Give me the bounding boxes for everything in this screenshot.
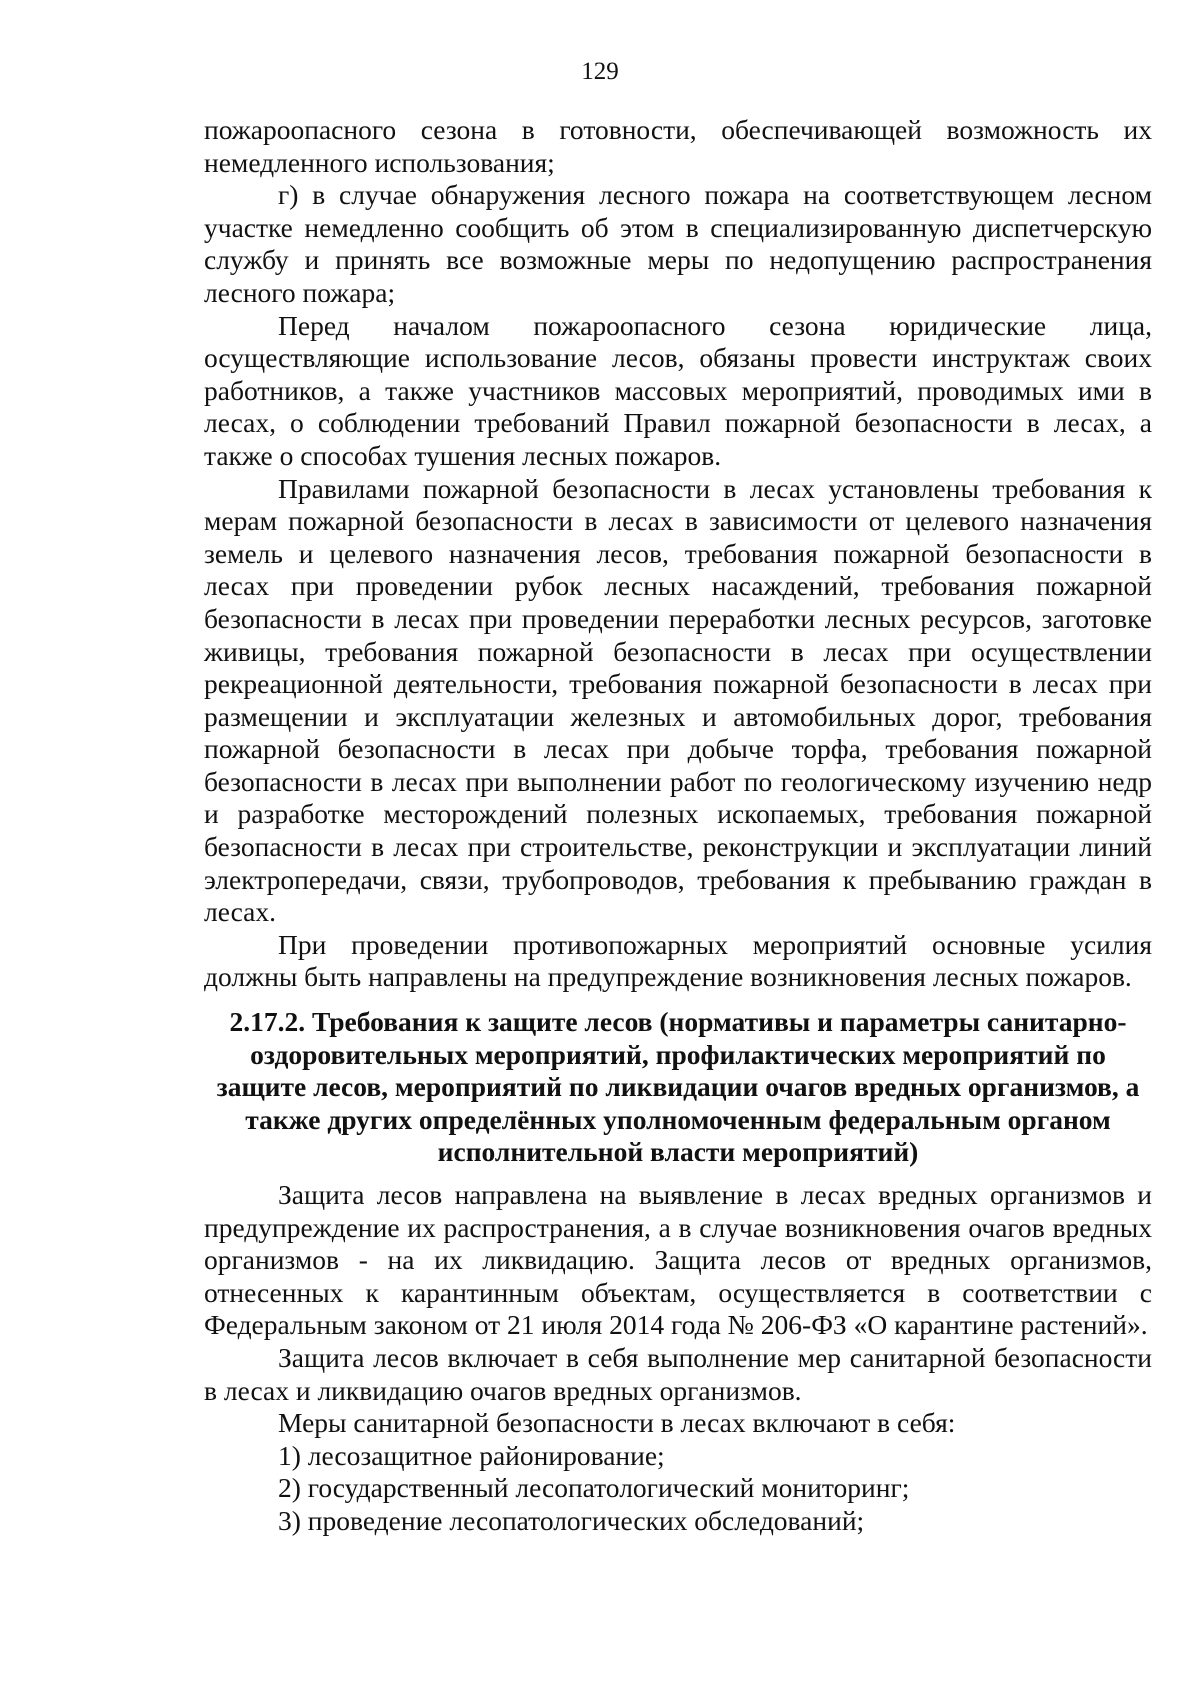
paragraph-protection-includes: Защита лесов включает в себя выполнение мер санитарной безопасности в лесах и ликвидацию очагов вредных организмов. xyxy=(204,1341,1152,1406)
list-item: 3) проведение лесопатологических обследований; xyxy=(278,1504,865,1536)
page-number: 129 xyxy=(581,58,619,85)
paragraph-fire-prevention: При проведении противопожарных мероприятий основные усилия должны быть направлены на предупреждение возникновения лесных пожаров. xyxy=(204,928,1152,993)
document-body xyxy=(204,114,1152,1538)
list-item: 2) государственный лесопатологический мониторинг; xyxy=(278,1472,910,1504)
paragraph-fire-rules: Правилами пожарной безопасности в лесах установлены требования к мерам пожарной безопасности в лесах в зависимости от целевого назначения земель и целевого назначения лесов, требования пожарной безопасности в лесах при проведении рубок лесных насаждений, требования пожарной безопасности в лесах при проведении переработки лесных ресурсов, заготовке живицы, требования пожарной безопасности в лесах при осуществлении рекреационной деятельности, требования пожарной безопасности в лесах при размещении и эксплуатации железных и автомобильных дорог, требования пожарной безопасности в лесах при добыче торфа, требования пожарной безопасности в лесах при выполнении работ по геологическому изучению недр и разработке месторождений полезных ископаемых, требования пожарной безопасности в лесах при строительстве, реконструкции и эксплуатации линий электропередачи, связи, трубопроводов, требования к пребыванию граждан в лесах. xyxy=(204,472,1152,928)
paragraph-sanitary-measures: Меры санитарной безопасности в лесах включают в себя: xyxy=(278,1407,956,1439)
paragraph-instruction: Перед началом пожароопасного сезона юридические лица, осуществляющие использование лесов, обязаны провести инструктаж своих работников, а также участников массовых мероприятий, проводимых ими в лесах, о соблюдении требований Правил пожарной безопасности в лесах, а также о способах тушения лесных пожаров. xyxy=(204,309,1152,471)
paragraph-forest-protection: Защита лесов направлена на выявление в лесах вредных организмов и предупреждение их распространения, а в случае возникновения очагов вредных организмов - на их ликвидацию. Защита лесов от вредных организмов, отнесенных к карантинным объектам, осуществляется в соответствии с Федеральным законом от 21 июля 2014 года № 206-ФЗ «О карантине растений». xyxy=(204,1179,1152,1341)
section-heading: 2.17.2. Требования к защите лесов (нормативы и параметры санитарно-оздоровительных мероприятий, профилактических мероприятий по защите лесов, мероприятий по ликвидации очагов вредных организмов, а также других определённых уполномоченным федеральным органом исполнительной власти мероприятий) xyxy=(216,1006,1140,1168)
paragraph-continuation: пожароопасного сезона в готовности, обеспечивающей возможность их немедленного использования; xyxy=(204,114,1152,178)
paragraph-item-g: г) в случае обнаружения лесного пожара на соответствующем лесном участке немедленно сообщить об этом в специализированную диспетчерскую службу и принять все возможные меры по недопущению распространения лесного пожара; xyxy=(204,179,1152,308)
list-item: 1) лесозащитное районирование; xyxy=(278,1439,665,1471)
